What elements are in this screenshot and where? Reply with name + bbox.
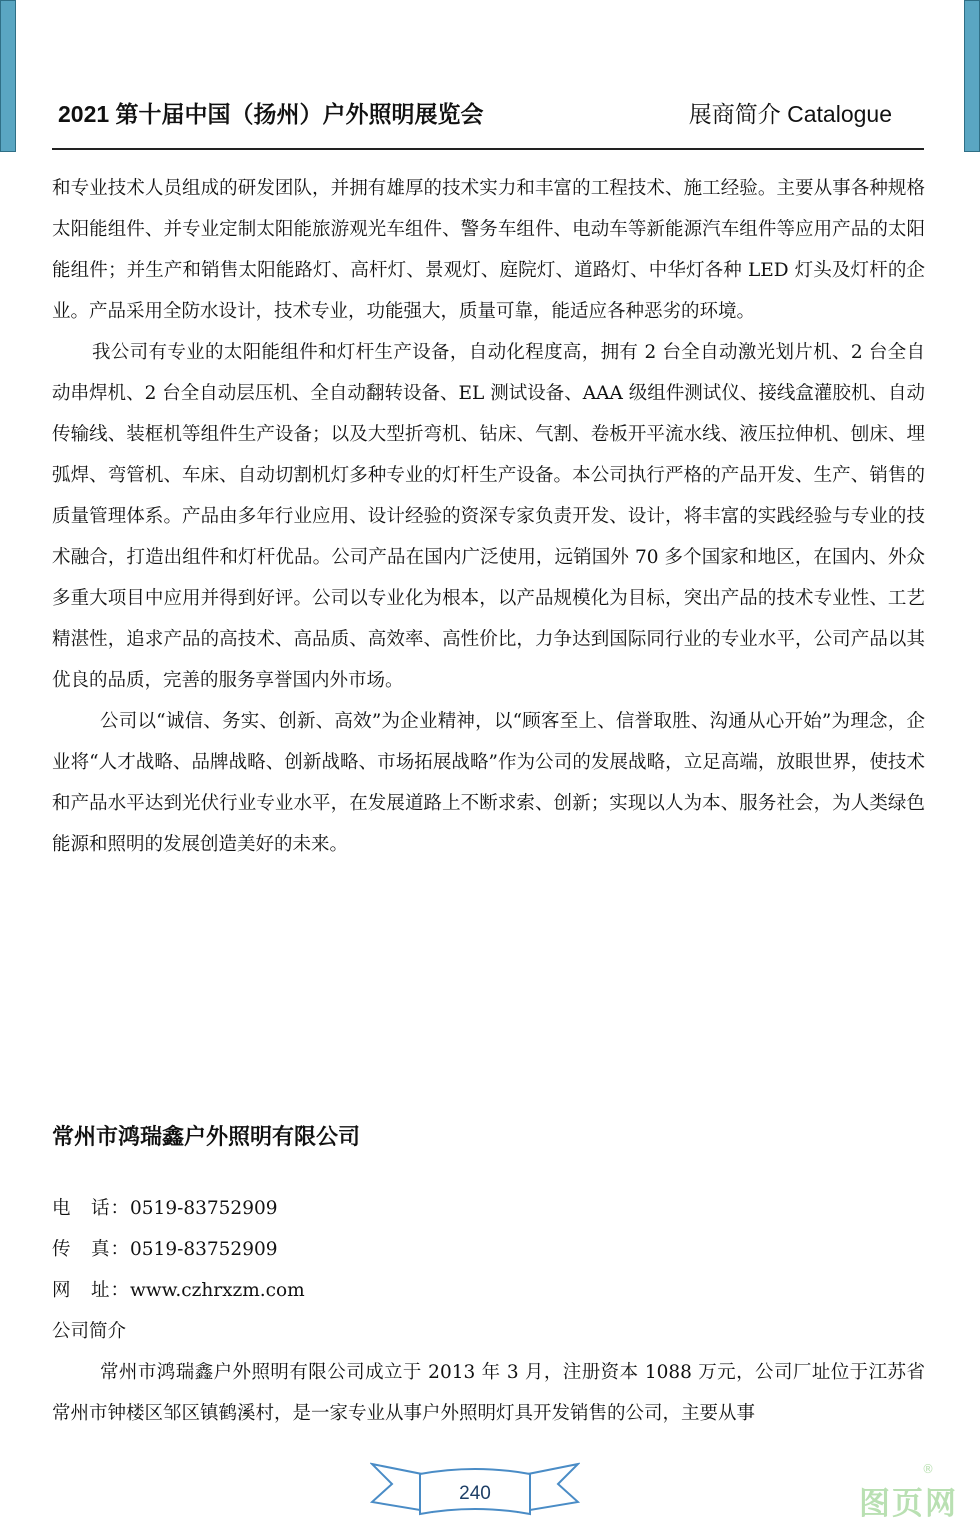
- header-catalogue-label: 展商简介 Catalogue: [688, 101, 892, 127]
- phone-row: [52, 1188, 925, 1229]
- website-row: [52, 1270, 925, 1311]
- header-title: 2021 第十届中国（扬州）户外照明展览会: [58, 101, 484, 127]
- fax-value: 0519-83752909: [130, 1239, 278, 1260]
- paragraph-1: 和专业技术人员组成的研发团队，并拥有雄厚的技术实力和丰富的工程技术、施工经验。主要从事各种规格太阳能组件、并专业定制太阳能旅游观光车组件、警务车组件、电动车等新能源汽车组件等应用产品的太阳能组件；并生产和销售太阳能路灯、高杆灯、景观灯、庭院灯、道路灯、中华灯各种 LED 灯头及灯杆的企业。产品采用全防水设计，技术专业，功能强大，质量可靠，能适应各种恶劣的环境。: [52, 178, 925, 322]
- phone-value: 0519-83752909: [130, 1198, 278, 1219]
- company-name: 常州市鸿瑞鑫户外照明有限公司: [52, 1125, 361, 1150]
- phone-label: 电 话：: [52, 1198, 131, 1219]
- left-edge-tab: [0, 0, 16, 152]
- registered-mark-icon: ®: [922, 1462, 934, 1476]
- header-divider: [52, 148, 924, 150]
- website-label: 网 址：: [52, 1280, 131, 1301]
- paragraph-3: 公司以“诚信、务实、创新、高效”为企业精神，以“顾客至上、信誉取胜、沟通从心开始”为理念，企业将“人才战略、品牌战略、创新战略、市场拓展战略”作为公司的发展战略，立足高端，放眼世界，使技术和产品水平达到光伏行业专业水平，在发展道路上不断求索、创新；实现以人为本、服务社会，为人类绿色能源和照明的发展创造美好的未来。: [52, 711, 925, 855]
- website-link[interactable]: www.czhrxzm.com: [130, 1280, 305, 1301]
- page-header: [58, 96, 922, 136]
- fax-row: [52, 1229, 925, 1270]
- watermark-logo: 图页网: [859, 1486, 958, 1522]
- company-intro-text: 常州市鸿瑞鑫户外照明有限公司成立于 2013 年 3 月，注册资本 1088 万元，公司厂址位于江苏省常州市钟楼区邹区镇鹤溪村，是一家专业从事户外照明灯具开发销售的公司，主要从事: [52, 1362, 925, 1424]
- article-body: [52, 168, 925, 865]
- right-edge-tab: [964, 0, 980, 152]
- fax-label: 传 真：: [52, 1239, 131, 1260]
- paragraph-2: 我公司有专业的太阳能组件和灯杆生产设备，自动化程度高，拥有 2 台全自动激光划片机、2 台全自动串焊机、2 台全自动层压机、全自动翻转设备、EL 测试设备、AAA 级组件测试仪、接线盒灌胶机、自动传输线、装框机等组件生产设备；以及大型折弯机、钻床、气割、卷板开平流水线、液压拉伸机、刨床、埋弧焊、弯管机、车床、自动切割机灯多种专业的灯杆生产设备。本公司执行严格的产品开发、生产、销售的质量管理体系。产品由多年行业应用、设计经验的资深专家负责开发、设计，将丰富的实践经验与专业的技术融合，打造出组件和灯杆优品。公司产品在国内广泛使用，远销国外 70 多个国家和地区，在国内、外众多重大项目中应用并得到好评。公司以专业化为根本，以产品规模化为目标，突出产品的技术专业性、工艺精湛性，追求产品的高技术、高品质、高效率、高性价比，力争达到国际同行业的专业水平，公司产品以其优良的品质，完善的服务享誉国内外市场。: [52, 342, 925, 691]
- page-number: 240: [459, 1483, 491, 1504]
- intro-heading: 公司简介: [52, 1321, 127, 1342]
- contact-info: [52, 1188, 925, 1352]
- company-intro: [52, 1352, 925, 1434]
